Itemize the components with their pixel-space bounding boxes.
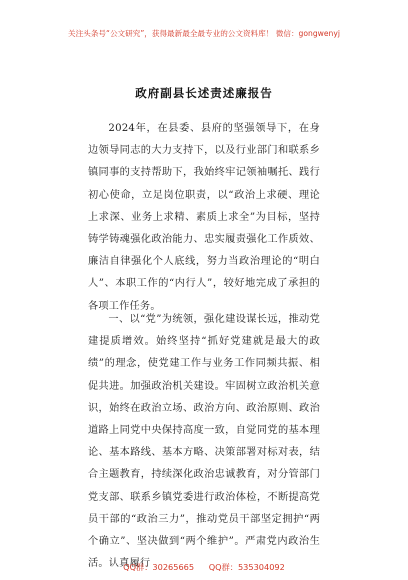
footer-qq-group-2: QQ群：535304092: [208, 562, 285, 572]
body-paragraph: 2024年，在县委、县府的坚强领导下，在身边领导同志的大力支持下，以及行业部门和联系乡镇同事的支持帮助下，我始终牢记领袖嘱托、践行初心使命，立足岗位职责，以“政治上求硬、理论上求深、业务上求精、素质上求全”为目标，坚持铸学铸魂强化政治能力、忠实履责强化工作质效、廉洁自律强化个人底线，努力当政治理论的“明白人”、本职工作的“内行人”，较好地完成了承担的各项工作任务。: [88, 123, 320, 312]
page-title: 政府副县长述责述廉报告: [135, 86, 273, 100]
body-paragraph: 一、以“党”为统领，强化建设谋长远，推动党建提质增效。始终坚持“抓好党建就是最大的政绩”的理念，使党建工作与业务工作同频共振、相促共进。加强政治机关建设。牢固树立政治机关意识，始终在政治立场、政治方向、政治原则、政治道路上同党中央保持高度一致，自觉同党的基本理论、基本路线、基本方略、决策部署对标对表，结合主题教育，持续深化政治忠诚教育，对分管部门党支部、联系乡镇党委进行政治体检，不断提高党员干部的“政治三力”，推动党员干部坚定拥护“两个确立”、坚决做到“两个维护”。严肃党内政治生活。认真履行: [88, 314, 320, 570]
promo-banner: 关注头条号“公文研究”，获得最新最全最专业的公文资料库！ 微信：gongwenyj: [68, 29, 340, 38]
footer-qq-group-1: QQ群：30265665: [123, 562, 195, 572]
footer-contact: [0, 562, 408, 572]
